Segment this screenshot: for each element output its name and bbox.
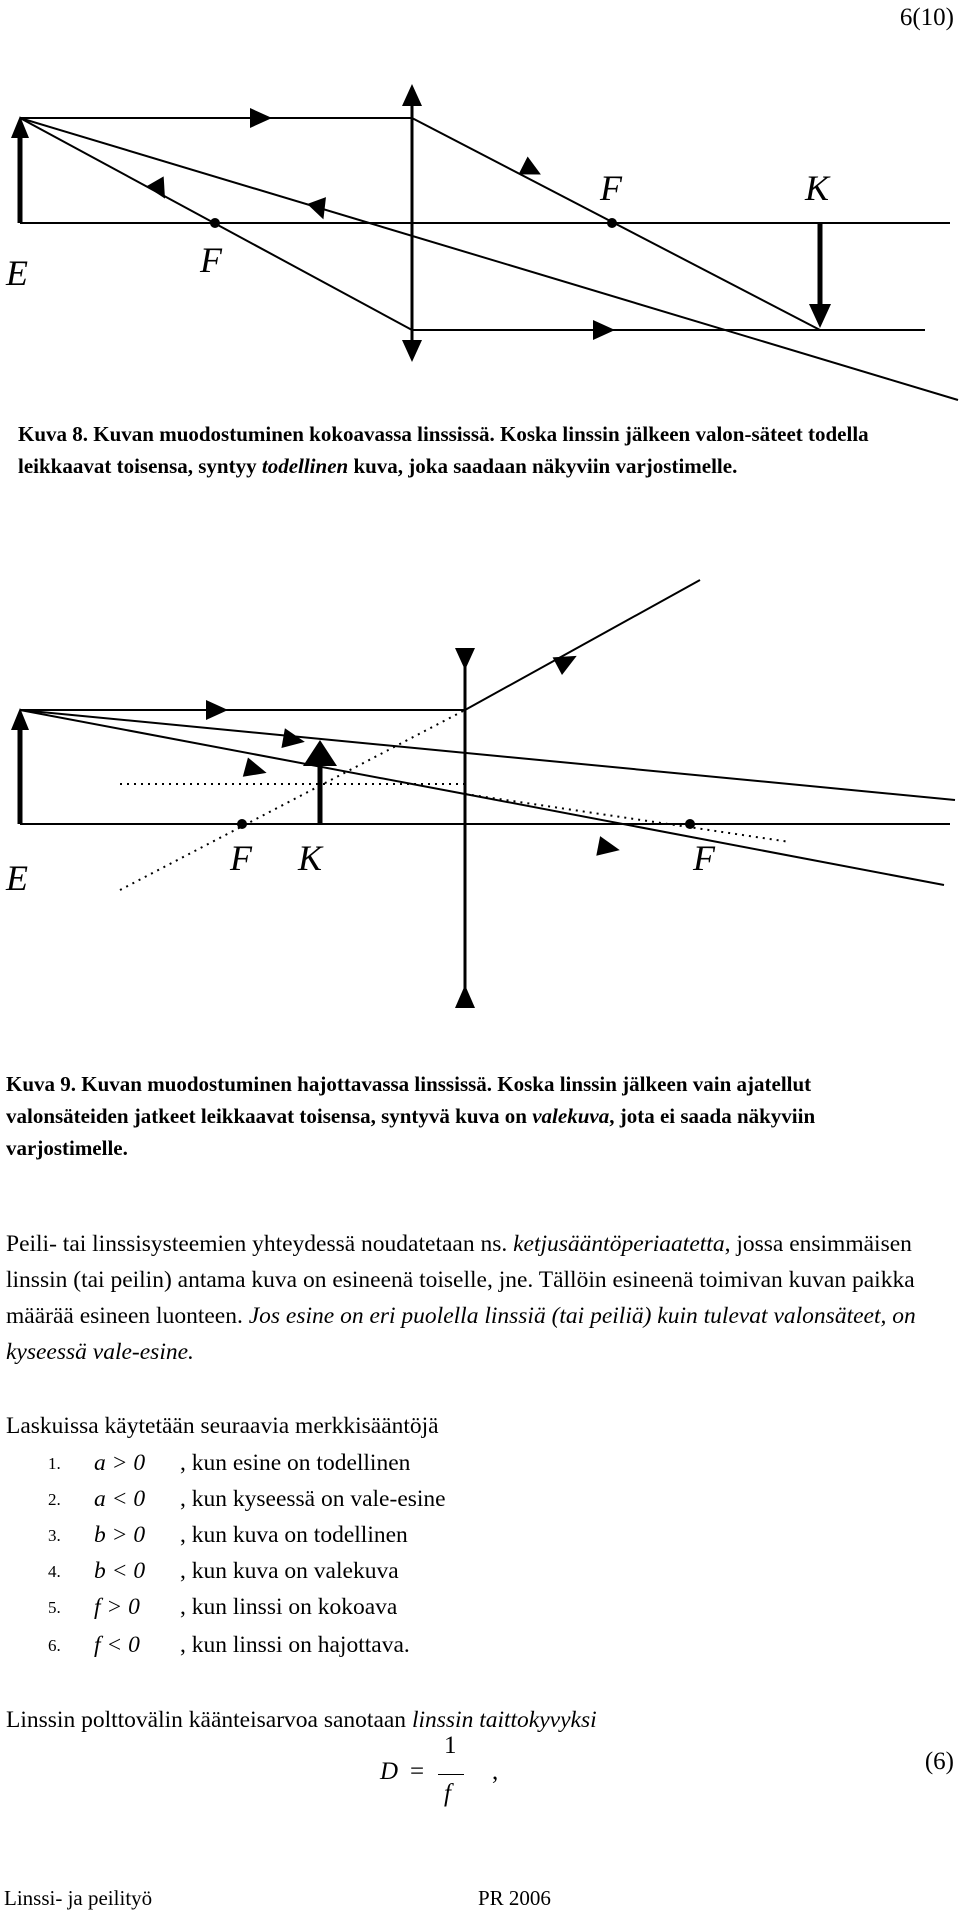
list-item-number: 4. bbox=[48, 1562, 61, 1581]
formula-trailing: , bbox=[492, 1758, 499, 1785]
focus-point-right bbox=[685, 819, 695, 829]
label-focus-left: F bbox=[230, 838, 252, 878]
formula-lhs: D bbox=[380, 1758, 399, 1785]
label-image-K: K bbox=[805, 168, 830, 208]
footer-center: PR 2006 bbox=[478, 1886, 551, 1910]
object-arrow bbox=[11, 708, 29, 824]
caption-8-text-b: kuva, joka saadaan näkyviin varjostimelle. bbox=[353, 454, 738, 478]
equation-number: (6) bbox=[924, 1748, 954, 1775]
diverging-lens-line bbox=[455, 648, 475, 1008]
refractive-power-paragraph bbox=[6, 1702, 956, 1738]
label-object-E: E bbox=[6, 253, 28, 293]
label-focus-right: F bbox=[600, 168, 622, 208]
para1-text-b: , jossa ensimmäisen linssin (tai peilin) antama kuva on esineenä toiselle, jne. Tällöin esineenä toimivan kuvan paikka määrää esineen luonteen. bbox=[6, 1231, 915, 1329]
list-item-text: , kun linssi on kokoava bbox=[180, 1594, 398, 1620]
image-arrow bbox=[809, 223, 831, 328]
object-arrow bbox=[11, 116, 29, 223]
page-number: 6(10) bbox=[899, 4, 954, 31]
para1-text-a: Peili- tai linssisysteemien yhteydessä noudatetaan ns. bbox=[6, 1231, 514, 1257]
fraction-bar bbox=[438, 1774, 464, 1775]
list-item-text: , kun linssi on hajottava. bbox=[180, 1632, 410, 1658]
label-focus-right: F bbox=[693, 838, 715, 878]
para1-emph-b: Jos esine on eri puolella linssiä (tai peiliä) kuin tulevat valonsäteet, on kyseessä vale-esine. bbox=[6, 1303, 916, 1365]
formula-denominator: f bbox=[444, 1780, 451, 1807]
list-item-expression: f > 0 bbox=[94, 1594, 140, 1620]
sign-rules-intro: Laskuissa käytetään seuraavia merkkisääntöjä bbox=[6, 1413, 439, 1439]
list-item-number: 1. bbox=[48, 1454, 61, 1473]
formula-equals: = bbox=[410, 1758, 425, 1785]
image-arrow bbox=[303, 740, 337, 824]
list-item-number: 5. bbox=[48, 1598, 61, 1617]
list-item-number: 3. bbox=[48, 1526, 61, 1545]
focus-point-left bbox=[237, 819, 247, 829]
chain-rule-paragraph bbox=[6, 1226, 956, 1370]
label-image-K: K bbox=[298, 838, 323, 878]
focus-point-left bbox=[210, 218, 220, 228]
list-item-expression: b > 0 bbox=[94, 1522, 146, 1548]
figure-9-caption bbox=[6, 1068, 931, 1164]
list-item-text: , kun kyseessä on vale-esine bbox=[180, 1486, 446, 1512]
list-item-expression: a > 0 bbox=[94, 1450, 146, 1476]
label-focus-left: F bbox=[200, 240, 222, 280]
caption-9-text-b: , jota ei saada näkyviin varjostimelle. bbox=[6, 1104, 816, 1160]
sign-rules-list bbox=[0, 1450, 700, 1680]
list-item-number: 6. bbox=[48, 1636, 61, 1655]
list-item-text: , kun esine on todellinen bbox=[180, 1450, 411, 1476]
list-item-expression: b < 0 bbox=[94, 1558, 146, 1584]
caption-9-text-a: Kuva 9. Kuvan muodostuminen hajottavassa linssissä. Koska linssin jälkeen vain ajatellut valonsäteiden jatkeet leikkaavat toisensa, syntyvä kuva on bbox=[6, 1072, 812, 1128]
list-item-expression: a < 0 bbox=[94, 1486, 146, 1512]
caption-8-emph: todellinen bbox=[261, 454, 349, 478]
caption-9-emph: valekuva bbox=[532, 1104, 610, 1128]
list-item-number: 2. bbox=[48, 1490, 61, 1509]
list-item-text: , kun kuva on valekuva bbox=[180, 1558, 399, 1584]
footer-left: Linssi- ja peilityö bbox=[4, 1886, 153, 1910]
list-item-expression: f < 0 bbox=[94, 1632, 140, 1658]
list-item-text: , kun kuva on todellinen bbox=[180, 1522, 408, 1548]
formula-numerator: 1 bbox=[444, 1732, 457, 1759]
para1-emph-a: ketjusääntöperiaatetta bbox=[513, 1231, 725, 1257]
focus-point-right bbox=[607, 218, 617, 228]
para2-emph: linssin taittokyvyksi bbox=[411, 1707, 597, 1733]
figure-9-diverging-lens-diagram bbox=[0, 560, 960, 1030]
para2-text: Linssin polttovälin käänteisarvoa sanotaan bbox=[6, 1707, 412, 1733]
figure-8-caption bbox=[18, 418, 943, 482]
caption-8-text-a: Kuva 8. Kuvan muodostuminen kokoavassa linssissä. Koska linssin jälkeen valon-säteet todella leikkaavat toisensa, syntyy bbox=[18, 422, 869, 478]
label-object-E: E bbox=[6, 858, 28, 898]
figure-8-converging-lens-diagram bbox=[0, 0, 960, 410]
